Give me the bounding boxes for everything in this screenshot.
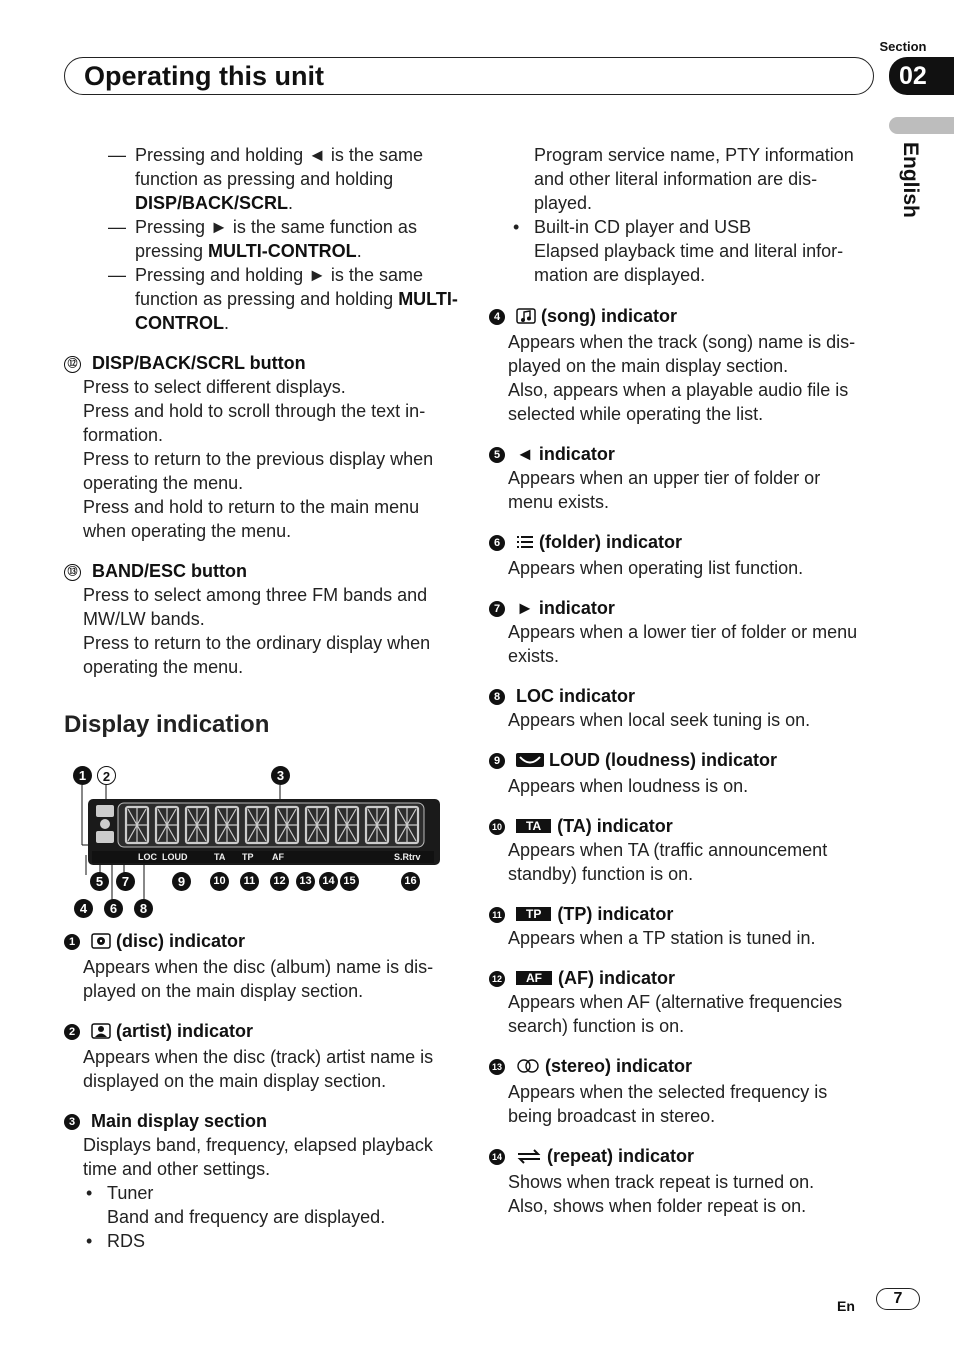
item-body [489, 466, 879, 514]
text-line: Appears when AF (alternative frequencies [508, 992, 843, 1012]
language-label: English [899, 142, 922, 218]
lcd-digit-segments [366, 807, 388, 843]
text-line: selected while operating the list. [508, 404, 764, 424]
item-11 [489, 902, 879, 950]
af-icon: AF [516, 971, 552, 985]
text-line: operating the menu. [83, 473, 244, 493]
diagram-callout: 5 [90, 872, 109, 891]
text-line: search) function is on. [508, 1016, 685, 1036]
diagram-callout: 11 [240, 872, 259, 891]
item-heading: (TP) indicator [557, 904, 674, 924]
callout-8: 8 [489, 689, 505, 705]
item-body [64, 1133, 459, 1181]
item-heading: ◄ indicator [516, 444, 615, 464]
text-line: Appears when an upper tier of folder or [508, 468, 821, 488]
text-line: Appears when TA (traffic announcement [508, 840, 828, 860]
right-column [489, 143, 879, 1218]
diagram-callout: 6 [104, 899, 123, 918]
text-line: displayed on the main display section. [83, 1071, 387, 1091]
diagram-callout: 8 [134, 899, 153, 918]
text-line: Press to select different displays. [83, 377, 346, 397]
item-8 [489, 684, 879, 732]
item-heading: (stereo) indicator [545, 1056, 693, 1076]
left-column [64, 143, 459, 1253]
lcd-digit-segments [306, 807, 328, 843]
text-line: Also, appears when a playable audio file is [508, 380, 849, 400]
list-icon [516, 532, 534, 556]
display-diagram [64, 745, 459, 923]
item-heading: LOUD (loudness) indicator [549, 750, 778, 770]
item-heading: LOC indicator [516, 686, 636, 706]
item-body [489, 1080, 879, 1128]
item-4 [489, 304, 879, 426]
diagram-callout: 13 [296, 872, 315, 891]
item-heading: (TA) indicator [557, 816, 673, 836]
item-heading: Main display section [91, 1111, 268, 1131]
text-line: Appears when the track (song) name is dis- [508, 332, 856, 352]
item-body [64, 1045, 459, 1093]
text-line: Appears when a lower tier of folder or menu [508, 622, 858, 642]
text-line: when operating the menu. [83, 521, 292, 541]
item-body [489, 1170, 879, 1218]
callout-6: 6 [489, 535, 505, 551]
bullet-rds: • RDS [83, 1229, 459, 1253]
text-line: time and other settings. [83, 1159, 271, 1179]
lcd-digit-segments [216, 807, 238, 843]
item-body [489, 556, 879, 580]
text-line: Press to select among three FM bands and [83, 585, 428, 605]
lcd-digit-segments [246, 807, 268, 843]
text-line: played on the main display section. [83, 981, 364, 1001]
text-line: Displays band, frequency, elapsed playback [83, 1135, 433, 1155]
text-line: played on the main display section. [508, 356, 789, 376]
text-line: mation are displayed. [534, 265, 706, 285]
section-label: Section [879, 39, 927, 54]
text-line: standby) function is on. [508, 864, 694, 884]
item-body [64, 583, 459, 679]
page-number: 7 [876, 1288, 920, 1310]
diagram-callout: 1 [73, 766, 92, 785]
text-line: Press to return to the previous display when [83, 449, 434, 469]
item-heading: DISP/BACK/SCRL button [92, 353, 306, 373]
item-band-esc [64, 559, 459, 679]
diagram-callout: 16 [401, 872, 420, 891]
section-number: 02 [889, 57, 954, 95]
lcd-digit-segments [156, 807, 178, 843]
diagram-callout: 12 [270, 872, 289, 891]
item-5 [489, 442, 879, 514]
text-line: exists. [508, 646, 560, 666]
lcd-label: LOUD [162, 852, 188, 862]
text-line: Shows when track repeat is turned on. [508, 1172, 815, 1192]
item-heading: BAND/ESC button [92, 561, 247, 581]
callout-4: 4 [489, 309, 505, 325]
text-line: formation. [83, 425, 164, 445]
artist-icon [91, 1021, 111, 1045]
item-body [489, 330, 879, 426]
item-heading: (folder) indicator [539, 532, 682, 552]
display-diagram-svg [64, 745, 454, 923]
diagram-callout: 14 [319, 872, 338, 891]
item-10 [489, 814, 879, 886]
callout-14: 14 [489, 1149, 505, 1165]
text-line: menu exists. [508, 492, 610, 512]
lcd-digit-segments [396, 807, 418, 843]
page-title: Operating this unit [84, 61, 324, 91]
callout-5: 5 [489, 447, 505, 463]
lcd-label: TA [214, 852, 226, 862]
text-line: Program service name, PTY information [534, 145, 854, 165]
text-line: Appears when the selected frequency is [508, 1082, 828, 1102]
text-line: being broadcast in stereo. [508, 1106, 716, 1126]
item-body [489, 620, 879, 668]
dash-list [64, 143, 459, 335]
callout-3: 3 [64, 1114, 80, 1130]
item-heading: (AF) indicator [558, 968, 675, 988]
item-body [489, 926, 879, 950]
stereo-icon [516, 1056, 540, 1080]
lcd-digit-segments [276, 807, 298, 843]
diagram-callout: 2 [97, 766, 116, 785]
item-body [489, 838, 879, 886]
text-line: Appears when local seek tuning is on. [508, 710, 811, 730]
disc-icon [91, 931, 111, 955]
text-line: Appears when loudness is on. [508, 776, 749, 796]
repeat-icon [516, 1146, 542, 1170]
item-body [489, 990, 879, 1038]
diagram-callout: 10 [210, 872, 229, 891]
item-6 [489, 530, 879, 580]
callout-12: 12 [489, 971, 505, 987]
item-artist-indicator [64, 1019, 459, 1093]
callout-2: 2 [64, 1024, 80, 1040]
text-line: Press and hold to return to the main menu [83, 497, 420, 517]
item-heading: (repeat) indicator [547, 1146, 695, 1166]
callout-12: ⑫ [64, 356, 81, 373]
lcd-label: LOC [138, 852, 157, 862]
callout-11: 11 [489, 907, 505, 923]
item-main-display [64, 1109, 459, 1253]
dash-item: — Pressing and holding ◄ is the same function as pressing and holding DISP/BACK/SCRL. [108, 143, 459, 215]
diagram-callout: 15 [340, 872, 359, 891]
diagram-callout: 3 [271, 766, 290, 785]
diagram-callout: 7 [116, 872, 135, 891]
item-bullets [64, 1181, 459, 1253]
item-heading: (song) indicator [541, 306, 677, 326]
text-line: Appears when the disc (album) name is dis- [83, 957, 434, 977]
tp-icon: TP [516, 907, 551, 921]
item-body [489, 708, 879, 732]
language-tab [889, 117, 954, 134]
text-line: Press to return to the ordinary display when [83, 633, 431, 653]
item-heading: (disc) indicator [116, 931, 246, 951]
text-line: Elapsed playback time and literal infor- [534, 241, 844, 261]
text-line: MW/LW bands. [83, 609, 205, 629]
callout-9: 9 [489, 753, 505, 769]
bullet-tuner: • Tuner Band and frequency are displayed. [83, 1181, 459, 1229]
text-line: Press and hold to scroll through the text in- [83, 401, 426, 421]
bullet-cd-usb: • Built-in CD player and USB Elapsed playback time and literal infor- mation are displayed. [489, 215, 879, 287]
item-9 [489, 748, 879, 798]
item-disc-indicator [64, 929, 459, 1003]
item-7 [489, 596, 879, 668]
text-line: played. [534, 193, 593, 213]
text-line: Also, shows when folder repeat is on. [508, 1196, 807, 1216]
lcd-digit-segments [186, 807, 208, 843]
text-line: and other literal information are dis- [534, 169, 818, 189]
text-line: Appears when the disc (track) artist name is [83, 1047, 434, 1067]
text-line: operating the menu. [83, 657, 244, 677]
lcd-label: AF [272, 852, 284, 862]
lcd-digit-segments [126, 807, 148, 843]
diagram-callout: 4 [74, 899, 93, 918]
lcd-digit-segments [336, 807, 358, 843]
lcd-label: S.Rtrv [394, 852, 421, 862]
footer-language: En [837, 1298, 855, 1314]
item-body [64, 955, 459, 1003]
item-12 [489, 966, 879, 1038]
dash-item: — Pressing and holding ► is the same function as pressing and holding MULTI-CONTROL. [108, 263, 459, 335]
display-indication-heading: Display indication [64, 711, 270, 738]
callout-13: ⑬ [64, 564, 81, 581]
item-13 [489, 1054, 879, 1128]
callout-1: 1 [64, 934, 80, 950]
text-line: Appears when operating list function. [508, 558, 804, 578]
item-heading: ► indicator [516, 598, 615, 618]
loud-icon [516, 750, 544, 774]
callout-7: 7 [489, 601, 505, 617]
rds-detail [489, 143, 879, 215]
diagram-callout: 9 [172, 872, 191, 891]
right-items [489, 304, 879, 1218]
item-body [64, 375, 459, 543]
item-body [489, 774, 879, 798]
music-note-icon [516, 306, 536, 330]
item-heading: (artist) indicator [116, 1021, 254, 1041]
dash-item: — Pressing ► is the same function as pressing MULTI-CONTROL. [108, 215, 459, 263]
item-14 [489, 1144, 879, 1218]
item-disp-back-scrl [64, 351, 459, 543]
callout-13: 13 [489, 1059, 505, 1075]
ta-icon: TA [516, 819, 551, 833]
callout-10: 10 [489, 819, 505, 835]
text-line: Appears when a TP station is tuned in. [508, 928, 816, 948]
lcd-label: TP [242, 852, 254, 862]
